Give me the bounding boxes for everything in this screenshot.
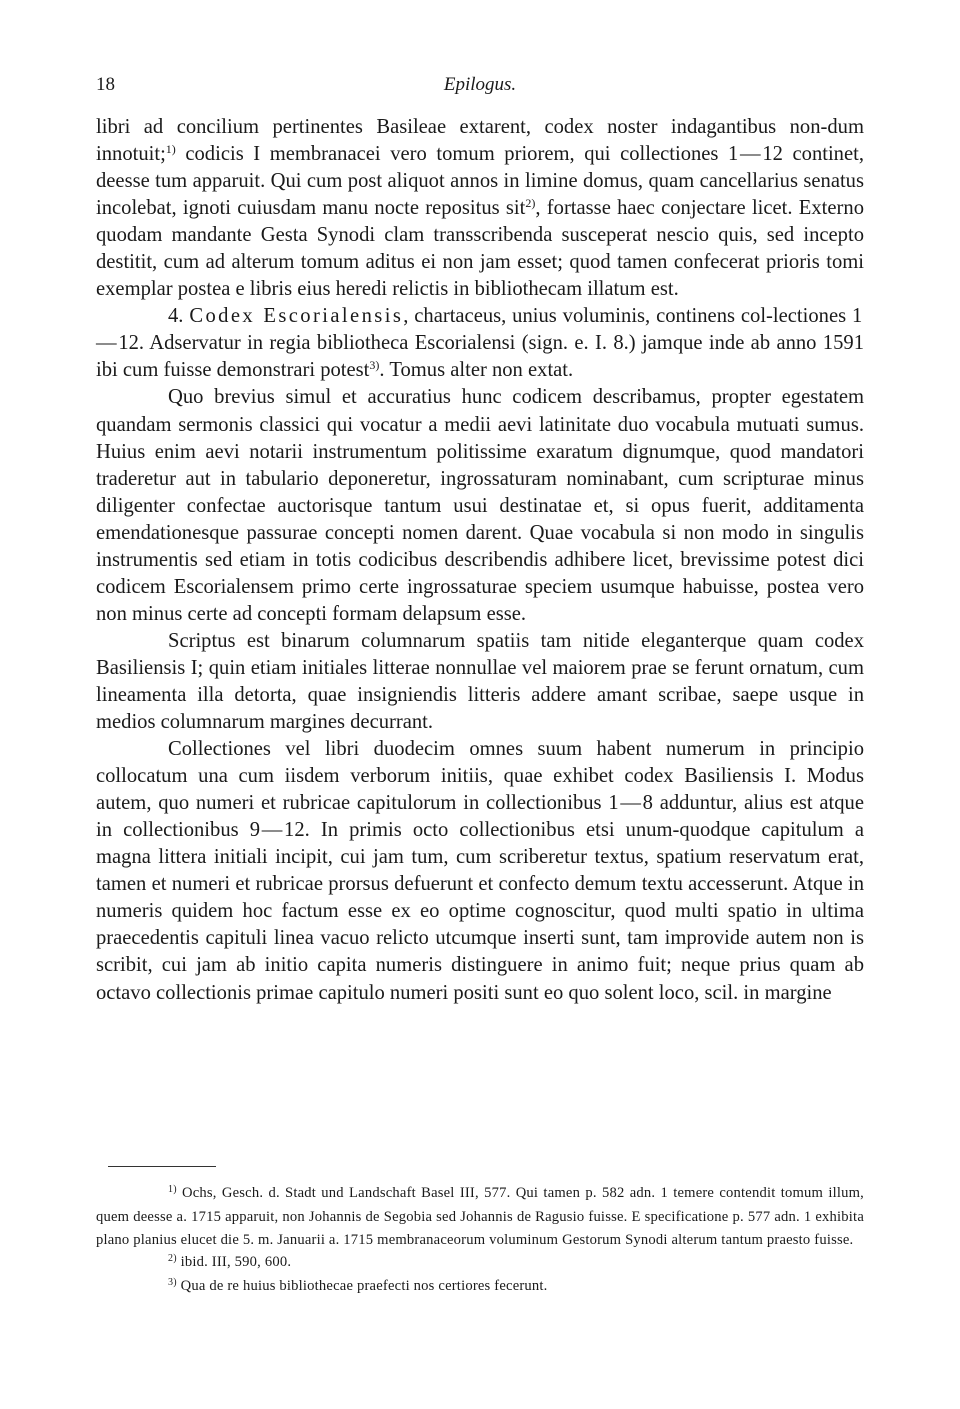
footnote-2	[96, 1251, 864, 1275]
footnotes	[96, 1182, 864, 1299]
footnote-text: ibid. III, 590, 600.	[176, 1253, 292, 1270]
paragraph-5: Collectiones vel libri duodecim omnes suum habent numerum in principio collocatum una cum iisdem verborum initiis, quae exhibet codex Basiliensis I. Modus autem, quo numeri et rubricae capitulorum in collectionibus 1 — 8 adduntur, alius est atque in collectionibus 9 — 12. In primis octo collectionibus etsi unum-quodque capitulum a magna littera initiali incipit, cui jam tum, cum scriberetur textus, spatium reservatum erat, tamen et numeri et rubricae prorsus defuerunt et confecto demum textu accesserunt. Atque in numeris quidem hoc factum esse ex eo optime cognoscitur, quod multi spatio in ultima praecedentis capituli linea vacuo relicto utcumque inserti sunt, tam improvide autem non is scribit, cui jam ab initio capita numeris distinguere in animo fuit; neque prius quam ab octavo collectionis primae capitulo numeri positi sunt eo quo solent loco, scil. in margine	[96, 738, 864, 1004]
section-heading: Codex Escorialensis	[189, 305, 404, 328]
footnote-ref-3[interactable]: 3)	[369, 358, 380, 373]
footnote-ref-1[interactable]: 1)	[165, 142, 176, 157]
footnote-mark: 2)	[168, 1252, 177, 1264]
page-number: 18	[96, 74, 115, 95]
paragraph-1	[96, 114, 864, 303]
footnote-mark: 1)	[168, 1184, 177, 1195]
text-run: , chartaceus, unius voluminis, continens col-lectiones 1 — 12. Adservatur in regia bibliotheca Escorialensi (sign. e. I. 8.) jamque inde ab anno 1591 ibi cum fuisse demonstrari potest	[96, 305, 864, 382]
footnote-mark: 3)	[168, 1277, 177, 1289]
running-title: Epilogus.	[443, 74, 517, 95]
paragraph-4: Scriptus est binarum columnarum spatiis tam nitide eleganterque quam codex Basiliensis I; quin etiam initiales litterae nonnullae vel maiorem prae se ferunt ornatum, cum lineamenta illa detorta, quae insigniendis litteris addere amant scribae, saepe usque in medios columnarum margines decurrant.	[96, 629, 864, 734]
text-run: . Tomus alter non extat.	[379, 359, 574, 382]
body-text	[96, 114, 864, 1007]
footnote-ref-2[interactable]: 2)	[525, 196, 536, 211]
footnote-divider	[108, 1166, 216, 1167]
text-run: codicis I membranacei vero tomum priorem, qui collectiones 1 — 12 continet, deesse tum apparuit. Qui cum post aliquot annos in limine domus, quam cancellarius senatus incolebat, ignoti cuiusdam manu nocte repositus sit	[96, 143, 864, 220]
paragraph-3: Quo brevius simul et accuratius hunc codicem describamus, propter egestatem quandam sermonis classici qui vocatur a medii aevi latinitate duo vocabula mutuati sumus. Huius enim aevi notarii instrumentum politissime exaratum dignumque, quod mandatori traderetur aut in tabulario deponeretur, ingrossaturam nominabant, cum scripturae minus diligenter confectae auctorisque tantum usui destinatae et, si opus fuerit, additamenta emendationesque passurae concepti nomen darent. Quae vocabula si non modo in singulis instrumentis sed etiam in totis codicibus describendis adhibere licet, brevissime potest dici codicem Escorialensem primo certe ingrossaturae speciem usumque habuisse, postea vero non minus certe ad concepti formam delapsum esse.	[96, 386, 864, 625]
footnote-text: Ochs, Gesch. d. Stadt und Landschaft Basel III, 577. Qui tamen p. 582 adn. 1 temere contendit tomum illum, quem deesse a. 1715 apparuit, non Johannis de Segobia sed Johannis de Ragusio fuisse. E specificatione p. 577 adn. 1 exhibita plano planius elucet die 5. m. Januarii a. 1715 membranaceorum voluminum Gestorum Synodi alterum tantum praesto fuisse.	[96, 1185, 864, 1248]
footnote-3	[96, 1275, 864, 1299]
section-number: 4.	[168, 305, 190, 328]
footnote-text: Qua de re huius bibliothecae praefecti nos certiores fecerunt.	[176, 1278, 548, 1295]
page-header	[96, 74, 864, 102]
text-run: , fortasse haec conjectare licet. Externo quodam mandante Gesta Synodi clam transscribenda susceperat nescio quis, sed incepto destitit, cum ad alterum tomum aditus ei non jam esset; quod tamen confecerat prioris tomi exemplar postea e libris eius heredi relictis in bibliothecam illatum est.	[96, 197, 864, 301]
text-run: libri ad concilium pertinentes Basileae extarent, codex noster indagantibus non-dum innotuit;	[96, 116, 864, 166]
footnote-1	[96, 1182, 864, 1251]
paragraph-codex-escorialensis	[96, 303, 864, 384]
